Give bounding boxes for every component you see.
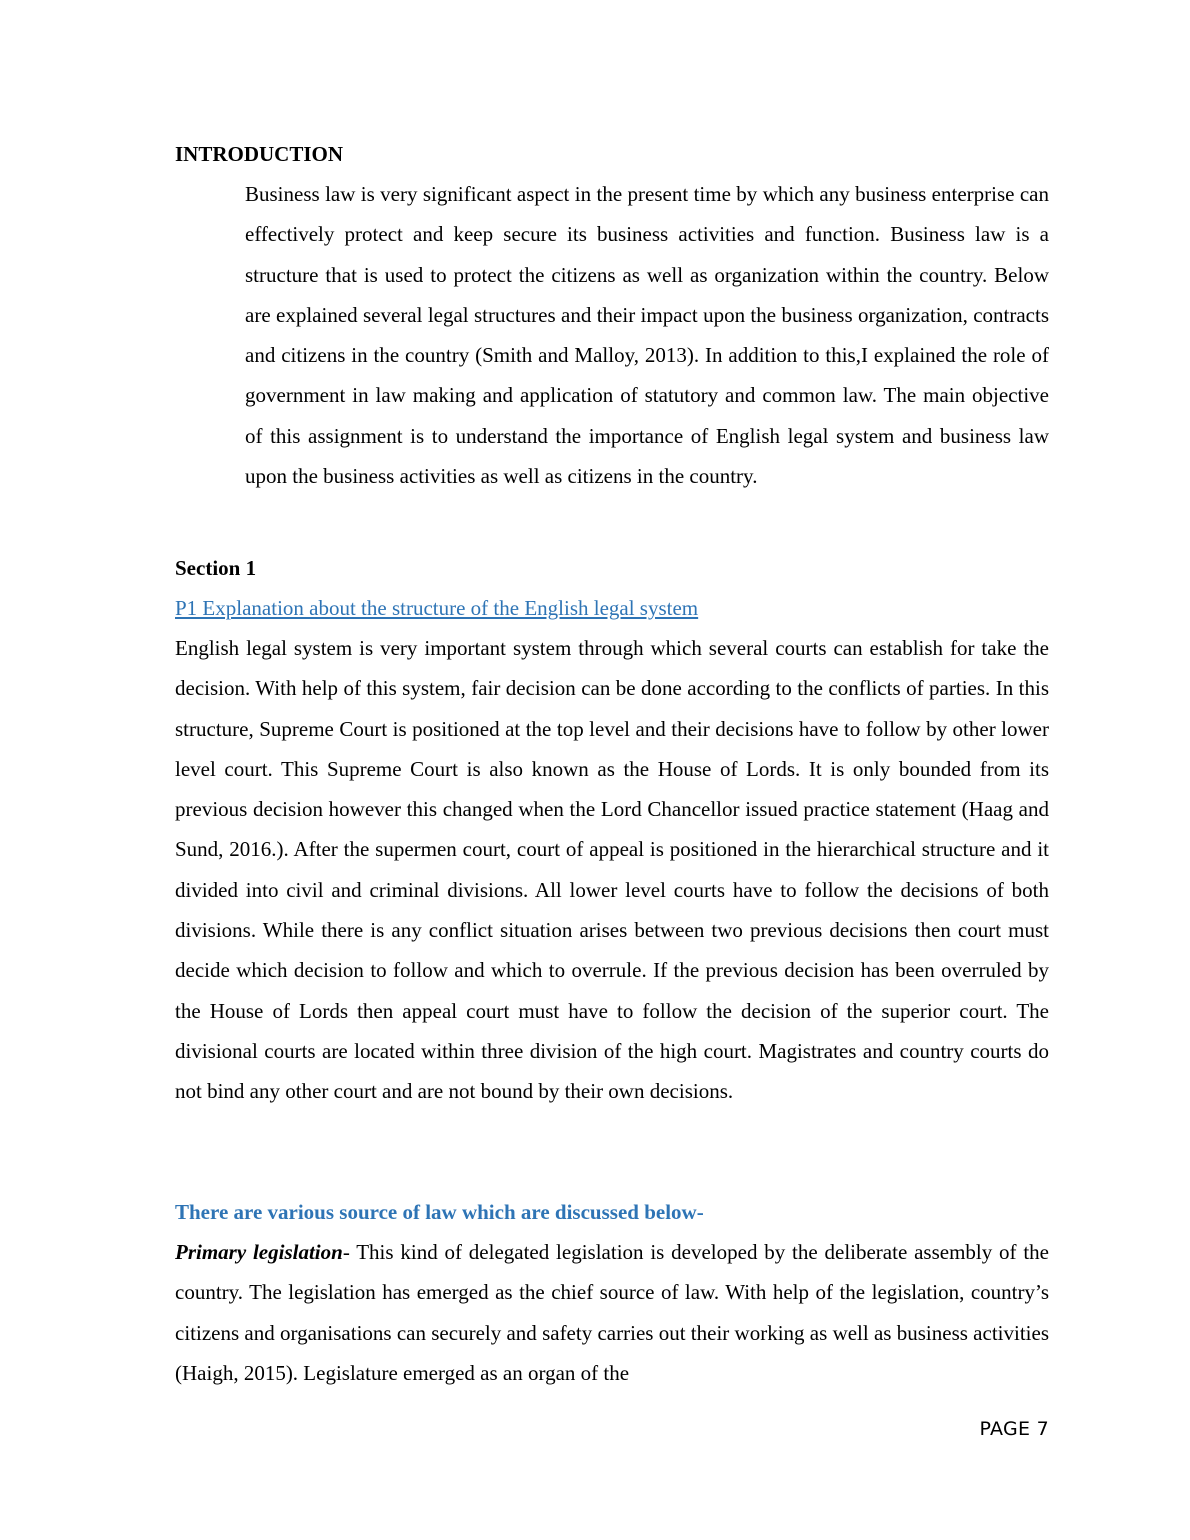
section-1-paragraph: English legal system is very important system through which several courts can establish for take the decision. With help of this system, fair decision can be done according to the conflicts of parties. In this structure, Supreme Court is positioned at the top level and their decisions have to follow by other lower level court. This Supreme Court is also known as the House of Lords. It is only bounded from its previous decision however this changed when the Lord Chancellor issued practice statement (Haag and Sund, 2016.). After the supermen court, court of appeal is positioned in the hierarchical structure and it divided into civil and criminal divisions. All lower level courts have to follow the decisions of both divisions. While there is any conflict situation arises between two previous decisions then court must decide which decision to follow and which to overrule. If the previous decision has been overruled by the House of Lords then appeal court must have to follow the decision of the superior court. The divisional courts are located within three division of the high court. Magistrates and country courts do not bind any other court and are not bound by their own decisions. [175,636,1049,1104]
sources-of-law-heading: There are various source of law which are discussed below- [175,1200,704,1224]
primary-legislation-text: - This kind of delegated legislation is developed by the deliberate assembly of the country. The legislation has emerged as the chief source of law. With help of the legislation, country’s citizens and organisations can securely and safety carries out their working as well as business activities (Haigh, 2015). Legislature emerged as an organ of the [175,1240,1049,1385]
primary-legislation-paragraph [175,1232,1049,1393]
introduction-heading: INTRODUCTION [175,142,344,166]
page-number: PAGE 7 [979,1418,1049,1440]
primary-legislation-term: Primary legislation [175,1240,343,1264]
p1-explanation-link[interactable]: P1 Explanation about the structure of the English legal system [175,596,699,620]
section-1-heading: Section 1 [175,556,257,580]
introduction-paragraph: Business law is very significant aspect in the present time by which any business enterprise can effectively protect and keep secure its business activities and function. Business law is a structure that is used to protect the citizens as well as organization within the country. Below are explained several legal structures and their impact upon the business organization, contracts and citizens in the country (Smith and Malloy, 2013). In addition to this,I explained the role of government in law making and application of statutory and common law. The main objective of this assignment is to understand the importance of English legal system and business law upon the business activities as well as citizens in the country. [245,182,1049,489]
